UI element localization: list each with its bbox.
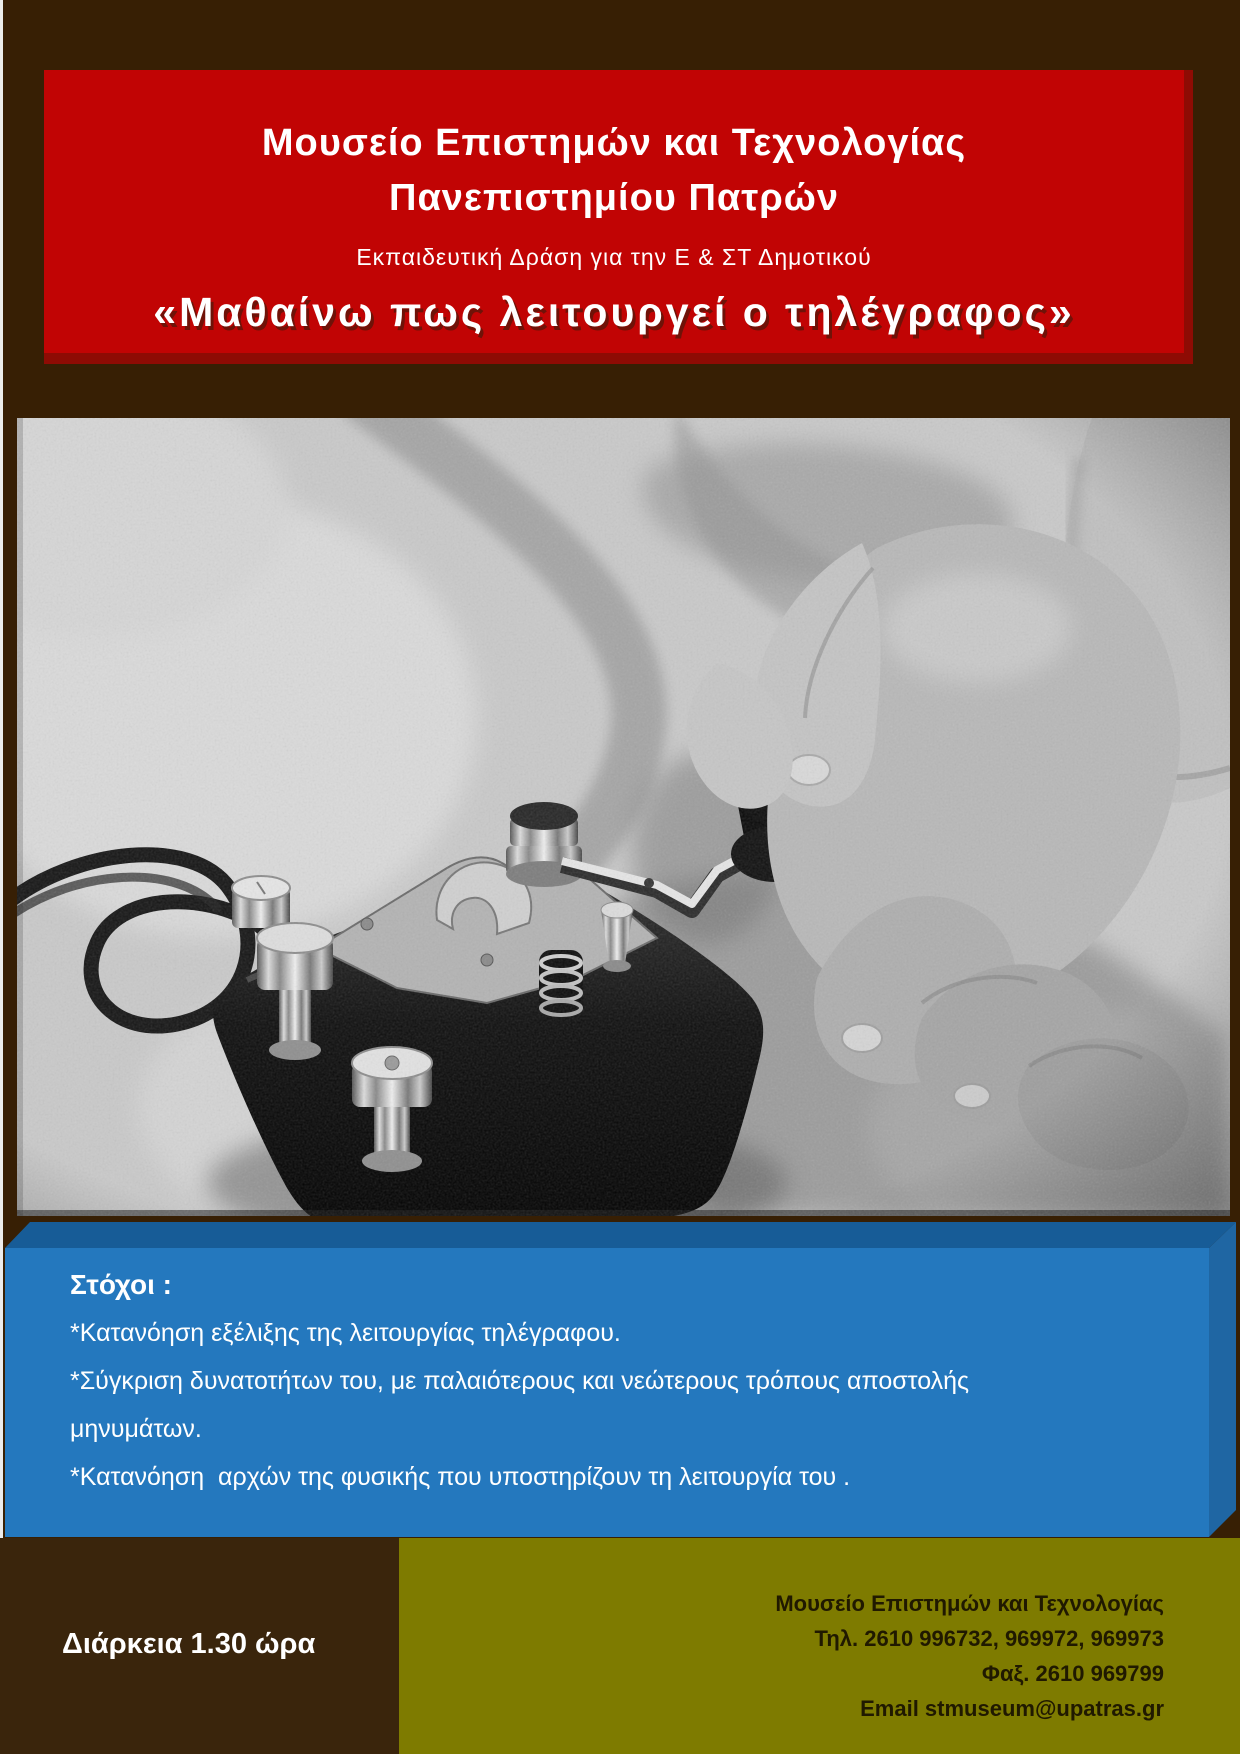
- contact-fax: Φαξ. 2610 969799: [981, 1661, 1164, 1686]
- goal-line: μηνυμάτων.: [70, 1415, 202, 1443]
- goals-heading: Στόχοι :: [70, 1269, 173, 1300]
- left-edge-strip: [0, 0, 3, 1538]
- contact-phone: Τηλ. 2610 996732, 969972, 969973: [814, 1626, 1164, 1651]
- duration-text: Διάρκεια 1.30 ώρα: [62, 1628, 316, 1660]
- organization-name-line1: Μουσείο Επιστημών και Τεχνολογίας: [261, 122, 967, 164]
- activity-subtitle: Εκπαιδευτική Δράση για την Ε & ΣΤ Δημοτικού: [356, 244, 872, 270]
- organization-name-line2: Πανεπιστημίου Πατρών: [389, 177, 839, 219]
- goal-line: *Σύγκριση δυνατοτήτων του, με παλαιότερους και νεώτερους τρόπους αποστολής: [70, 1367, 970, 1395]
- header-banner: [44, 70, 1193, 364]
- goals-box-top-bevel: [5, 1222, 1236, 1248]
- telegraph-photo-illustration: [17, 418, 1230, 1216]
- goal-line: *Κατανόηση εξέλιξης της λειτουργίας τηλέγραφου.: [70, 1319, 621, 1347]
- goals-list: [70, 1309, 969, 1501]
- contact-name: Μουσείο Επιστημών και Τεχνολογίας: [775, 1591, 1164, 1616]
- telegraph-key-photo: [17, 418, 1230, 1216]
- footer-contact-block: [399, 1538, 1240, 1754]
- contact-info: [775, 1586, 1164, 1726]
- film-grain: [17, 418, 1230, 1216]
- program-title: «Μαθαίνω πως λειτουργεί ο τηλέγραφος»: [153, 289, 1075, 335]
- goals-box-right-bevel: [1209, 1222, 1236, 1537]
- footer-duration-block: [0, 1538, 399, 1754]
- contact-email: Email stmuseum@upatras.gr: [860, 1696, 1164, 1721]
- goals-box: [5, 1248, 1209, 1537]
- goal-line: *Κατανόηση αρχών της φυσικής που υποστηρίζουν τη λειτουργία του .: [70, 1463, 851, 1491]
